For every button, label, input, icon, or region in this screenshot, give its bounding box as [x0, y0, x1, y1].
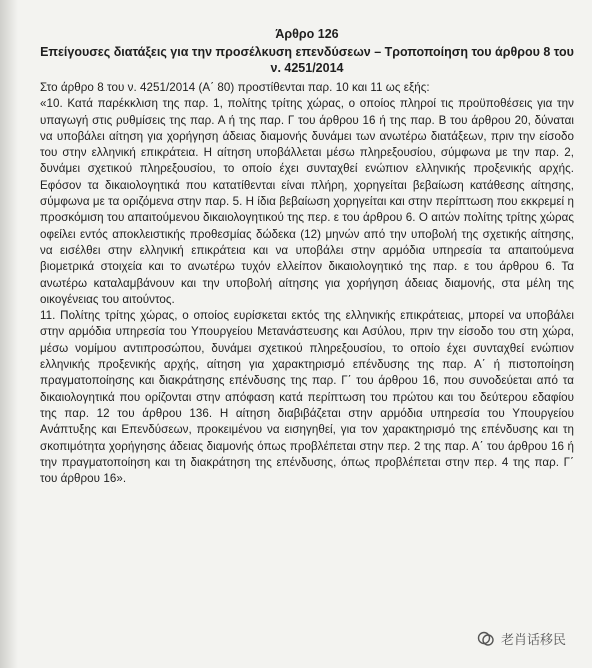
watermark-text: 老肖话移民	[500, 633, 566, 648]
article-body	[40, 80, 574, 487]
article-title: Άρθρο 126	[275, 27, 339, 41]
paragraph-11: 11. Πολίτης τρίτης χώρας, ο οποίος ευρίσκεται εκτός της ελληνικής επικράτειας, μπορεί να υποβάλει στην αρμόδια υπηρεσία του Υπουργείου Μετανάστευσης και Ασύλου, πριν την είσοδο του στη χώρα, μέσω νομίμου αντιπροσώπου, δυνάμει σχετικού πληρεξουσίου, το οποίο έχει συνταχθεί ενώπιον ελληνικής προξενικής αρχής, αίτηση για χαρακτηρισμό επένδυσης της παρ. Α΄ ή πιστοποίηση πραγματοποίησης και διακράτησης επένδυσης της παρ. Γ΄ του άρθρου 16, που συνοδεύεται από τα δικαιολογητικά που ορίζονται στην απόφαση κατά περίπτωση του πρώτου και του δεύτερου εδαφίου της παρ. 12 του άρθρου 136. Η αίτηση διαβιβάζεται στην αρμόδια υπηρεσία του Υπουργείου Ανάπτυξης και Επενδύσεων, προκειμένου να εισηγηθεί, για τον χαρακτηρισμό της επένδυσης και τη σκοπιμότητα χορήγησης άδειας διαμονής όπως προβλέπεται στην περ. 2 της παρ. Α΄ του άρθρου 16 ή την πραγματοποίηση και τη διακράτηση της επένδυσης, όπως προβλέπεται στην περ. 4 της παρ. Γ΄ του άρθρου 16».	[40, 309, 574, 486]
page-shadow-edge	[0, 0, 18, 668]
intro-paragraph: Στο άρθρο 8 του ν. 4251/2014 (Α΄ 80) προστίθενται παρ. 10 και 11 ως εξής:	[40, 81, 430, 94]
watermark	[477, 629, 566, 648]
article-subtitle-line-1: Επείγουσες διατάξεις για την προσέλκυση επενδύσεων – Τροποποίηση του άρθρου 8 του	[40, 45, 574, 59]
paragraph-10: «10. Κατά παρέκκλιση της παρ. 1, πολίτης τρίτης χώρας, ο οποίος πληροί τις προϋποθέσεις για την υπαγωγή στις ρυθμίσεις της παρ. Α ή της παρ. Γ του άρθρου 16 ή της παρ. Β του άρθρου 20, δύναται να υποβάλει αίτηση για χορήγηση άδειας διαμονής δυνάμει των ανωτέρω διατάξεων, πριν την είσοδο του στην ελληνική επικράτεια. Η αίτηση υποβάλλεται μέσω πληρεξουσίου, σύμφωνα με την παρ. 2, δυνάμει σχετικού πληρεξουσίου, το οποίο έχει συνταχθεί ενώπιον ελληνικής προξενικής αρχής. Εφόσον τα δικαιολογητικά που κατατίθενται είναι πλήρη, χορηγείται βεβαίωση κατάθεσης αίτησης, σύμφωνα με τα οριζόμενα στην παρ. 5. Η ίδια βεβαίωση χορηγείται και στην περίπτωση που εκκρεμεί η προσκόμιση του απαιτούμενου δικαιολογητικού της περ. ε του άρθρου 6. Ο αιτών πολίτης τρίτης χώρας οφείλει εντός αποκλειστικής προθεσμίας δώδεκα (12) μηνών από την υποβολή της σχετικής αίτησης, να εισέλθει στην ελληνική επικράτεια και να υποβάλει στην αρμόδια υπηρεσία τα απαιτούμενα βιομετρικά στοιχεία και το ανωτέρω τυχόν ελλείπον δικαιολογητικό της παρ. ε του άρθρου 6. Τα ανωτέρω καταλαμβάνουν και την υποβολή αίτησης για χορήγηση άδειας διαμονής, στα μέλη της οικογένειας του αιτούντος.	[40, 97, 574, 306]
wechat-channel-icon	[477, 631, 495, 647]
article-subtitle-line-2: ν. 4251/2014	[270, 61, 344, 75]
